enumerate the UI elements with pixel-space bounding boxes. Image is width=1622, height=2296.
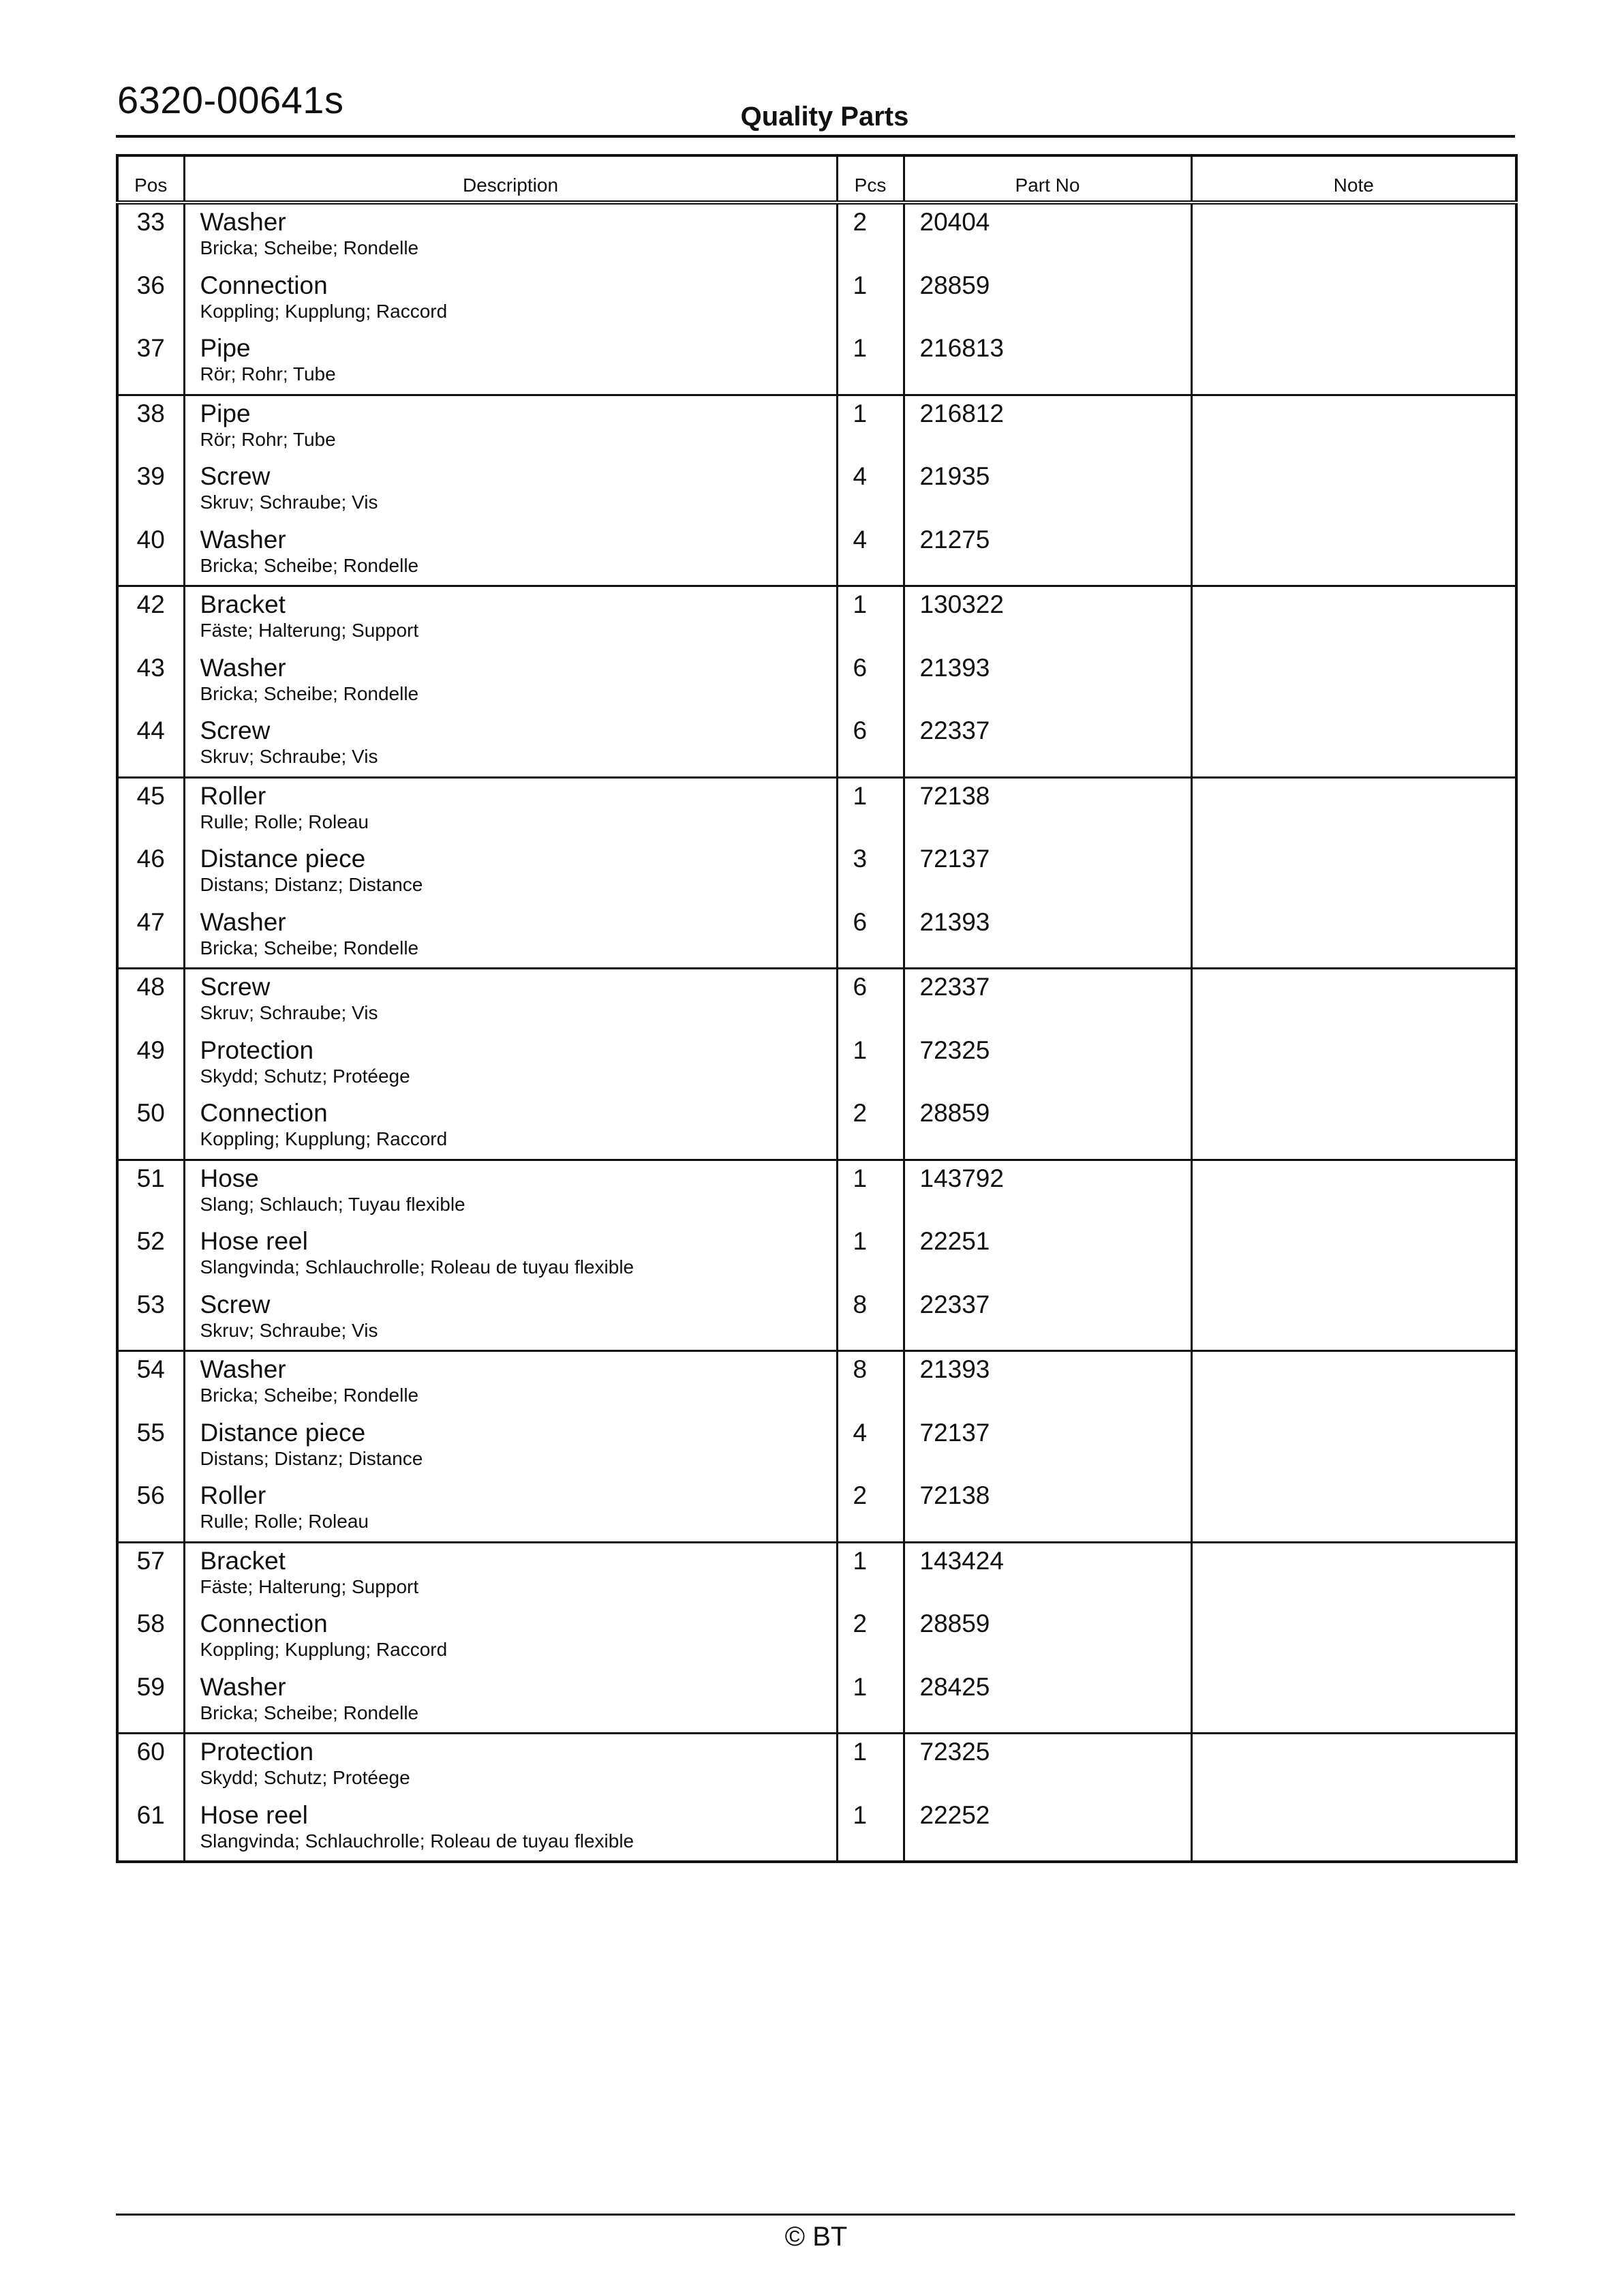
- part-translations: Bricka; Scheibe; Rondelle: [200, 237, 419, 258]
- part-name: Roller: [200, 1481, 266, 1509]
- note-cell: [1191, 1798, 1516, 1862]
- part-name: Protection: [200, 1738, 314, 1766]
- table-header-row: [117, 155, 1516, 202]
- part-translations: Bricka; Scheibe; Rondelle: [200, 554, 419, 576]
- pos-cell: 54: [117, 1351, 184, 1415]
- description-cell: [184, 1415, 837, 1479]
- pos-cell: 61: [117, 1798, 184, 1862]
- part-no-cell: 216813: [904, 331, 1191, 395]
- description-cell: [184, 522, 837, 586]
- part-translations: Skydd; Schutz; Protéege: [200, 1065, 410, 1087]
- part-name: Connection: [200, 271, 328, 299]
- note-cell: [1191, 268, 1516, 331]
- table-row: [117, 1287, 1516, 1351]
- note-cell: [1191, 1478, 1516, 1542]
- pcs-cell: 1: [837, 586, 904, 650]
- part-no-cell: 20404: [904, 202, 1191, 268]
- part-name: Screw: [200, 716, 271, 744]
- part-name: Protection: [200, 1036, 314, 1064]
- part-translations: Skruv; Schraube; Vis: [200, 1002, 378, 1023]
- pcs-cell: 1: [837, 1542, 904, 1606]
- pcs-cell: 2: [837, 202, 904, 268]
- note-cell: [1191, 202, 1516, 268]
- description-cell: [184, 331, 837, 395]
- table-row: [117, 586, 1516, 650]
- description-cell: [184, 459, 837, 522]
- part-name: Washer: [200, 525, 286, 554]
- table-row: [117, 713, 1516, 777]
- part-name: Washer: [200, 653, 286, 682]
- part-translations: Skydd; Schutz; Protéege: [200, 1767, 410, 1788]
- table-row: [117, 1415, 1516, 1479]
- pcs-cell: 1: [837, 268, 904, 331]
- table-row: [117, 777, 1516, 841]
- note-cell: [1191, 522, 1516, 586]
- pos-cell: 57: [117, 1542, 184, 1606]
- table-row: [117, 1033, 1516, 1096]
- pcs-cell: 8: [837, 1287, 904, 1351]
- table-row: [117, 1542, 1516, 1606]
- document-number: 6320-00641s: [117, 78, 344, 121]
- pos-cell: 45: [117, 777, 184, 841]
- pcs-cell: 6: [837, 905, 904, 969]
- table-row: [117, 202, 1516, 268]
- description-cell: [184, 841, 837, 905]
- note-cell: [1191, 395, 1516, 459]
- part-name: Washer: [200, 1672, 286, 1701]
- note-cell: [1191, 905, 1516, 969]
- pcs-cell: 1: [837, 1734, 904, 1798]
- part-no-cell: 72325: [904, 1734, 1191, 1798]
- part-no-cell: 72325: [904, 1033, 1191, 1096]
- description-cell: [184, 586, 837, 650]
- table-row: [117, 1478, 1516, 1542]
- pos-cell: 53: [117, 1287, 184, 1351]
- part-name: Screw: [200, 462, 271, 490]
- note-cell: [1191, 1287, 1516, 1351]
- part-name: Pipe: [200, 399, 251, 427]
- part-no-cell: 216812: [904, 395, 1191, 459]
- part-translations: Koppling; Kupplung; Raccord: [200, 1639, 448, 1660]
- part-no-cell: 72138: [904, 1478, 1191, 1542]
- part-name: Bracket: [200, 1546, 286, 1575]
- pos-cell: 39: [117, 459, 184, 522]
- pos-cell: 46: [117, 841, 184, 905]
- pcs-cell: 2: [837, 1606, 904, 1670]
- description-cell: [184, 1351, 837, 1415]
- description-cell: [184, 1606, 837, 1670]
- part-translations: Bricka; Scheibe; Rondelle: [200, 682, 419, 704]
- copyright-text: © BT: [784, 2222, 848, 2252]
- column-header-pcs: Pcs: [837, 155, 904, 202]
- part-no-cell: 22252: [904, 1798, 1191, 1862]
- part-translations: Distans; Distanz; Distance: [200, 1447, 423, 1469]
- part-no-cell: 28425: [904, 1670, 1191, 1734]
- page-title: Quality Parts: [740, 102, 909, 132]
- note-cell: [1191, 650, 1516, 714]
- table-row: [117, 1606, 1516, 1670]
- part-no-cell: 21393: [904, 905, 1191, 969]
- part-name: Distance piece: [200, 845, 366, 873]
- part-translations: Slangvinda; Schlauchrolle; Roleau de tuyau flexible: [200, 1830, 634, 1852]
- table-row: [117, 1734, 1516, 1798]
- part-translations: Bricka; Scheibe; Rondelle: [200, 1385, 419, 1406]
- description-cell: [184, 650, 837, 714]
- pcs-cell: 4: [837, 522, 904, 586]
- pcs-cell: 8: [837, 1351, 904, 1415]
- part-no-cell: 72137: [904, 841, 1191, 905]
- table-row: [117, 650, 1516, 714]
- column-header-note: Note: [1191, 155, 1516, 202]
- pcs-cell: 1: [837, 1670, 904, 1734]
- table-row: [117, 268, 1516, 331]
- part-translations: Rör; Rohr; Tube: [200, 363, 336, 384]
- pos-cell: 49: [117, 1033, 184, 1096]
- description-cell: [184, 1734, 837, 1798]
- column-header-pos: Pos: [117, 155, 184, 202]
- part-name: Screw: [200, 1290, 271, 1318]
- part-translations: Distans; Distanz; Distance: [200, 874, 423, 895]
- pcs-cell: 6: [837, 713, 904, 777]
- table-row: [117, 331, 1516, 395]
- part-translations: Slang; Schlauch; Tuyau flexible: [200, 1193, 465, 1215]
- part-translations: Koppling; Kupplung; Raccord: [200, 1128, 448, 1149]
- pos-cell: 38: [117, 395, 184, 459]
- note-cell: [1191, 459, 1516, 522]
- pcs-cell: 1: [837, 331, 904, 395]
- parts-table-body: [117, 202, 1516, 1862]
- pos-cell: 52: [117, 1224, 184, 1287]
- part-no-cell: 72138: [904, 777, 1191, 841]
- part-no-cell: 72137: [904, 1415, 1191, 1479]
- table-row: [117, 522, 1516, 586]
- pos-cell: 42: [117, 586, 184, 650]
- table-row: [117, 841, 1516, 905]
- part-no-cell: 21393: [904, 1351, 1191, 1415]
- part-name: Connection: [200, 1610, 328, 1637]
- part-no-cell: 28859: [904, 1606, 1191, 1670]
- table-row: [117, 1798, 1516, 1862]
- note-cell: [1191, 969, 1516, 1033]
- part-no-cell: 22337: [904, 713, 1191, 777]
- pos-cell: 60: [117, 1734, 184, 1798]
- pcs-cell: 1: [837, 1160, 904, 1224]
- pos-cell: 50: [117, 1096, 184, 1160]
- note-cell: [1191, 1033, 1516, 1096]
- note-cell: [1191, 1160, 1516, 1224]
- note-cell: [1191, 777, 1516, 841]
- pos-cell: 33: [117, 202, 184, 268]
- part-translations: Skruv; Schraube; Vis: [200, 492, 378, 513]
- pcs-cell: 1: [837, 1798, 904, 1862]
- pcs-cell: 4: [837, 459, 904, 522]
- description-cell: [184, 268, 837, 331]
- pcs-cell: 1: [837, 777, 904, 841]
- part-no-cell: 28859: [904, 268, 1191, 331]
- part-name: Screw: [200, 973, 271, 1001]
- column-header-description: Description: [184, 155, 837, 202]
- pos-cell: 36: [117, 268, 184, 331]
- table-row: [117, 1224, 1516, 1287]
- pcs-cell: 1: [837, 395, 904, 459]
- description-cell: [184, 1033, 837, 1096]
- pos-cell: 56: [117, 1478, 184, 1542]
- pos-cell: 59: [117, 1670, 184, 1734]
- pcs-cell: 6: [837, 969, 904, 1033]
- note-cell: [1191, 713, 1516, 777]
- note-cell: [1191, 1224, 1516, 1287]
- note-cell: [1191, 1670, 1516, 1734]
- note-cell: [1191, 1542, 1516, 1606]
- part-no-cell: 143792: [904, 1160, 1191, 1224]
- part-no-cell: 22337: [904, 1287, 1191, 1351]
- description-cell: [184, 202, 837, 268]
- part-name: Washer: [200, 1355, 286, 1383]
- part-name: Pipe: [200, 334, 251, 362]
- description-cell: [184, 777, 837, 841]
- pcs-cell: 6: [837, 650, 904, 714]
- part-translations: Bricka; Scheibe; Rondelle: [200, 1702, 419, 1723]
- table-row: [117, 1160, 1516, 1224]
- part-no-cell: 143424: [904, 1542, 1191, 1606]
- description-cell: [184, 1798, 837, 1862]
- part-no-cell: 22337: [904, 969, 1191, 1033]
- pcs-cell: 1: [837, 1033, 904, 1096]
- table-row: [117, 459, 1516, 522]
- note-cell: [1191, 1734, 1516, 1798]
- part-translations: Bricka; Scheibe; Rondelle: [200, 937, 419, 958]
- part-no-cell: 21935: [904, 459, 1191, 522]
- description-cell: [184, 1670, 837, 1734]
- pos-cell: 40: [117, 522, 184, 586]
- pos-cell: 51: [117, 1160, 184, 1224]
- description-cell: [184, 1160, 837, 1224]
- part-translations: Slangvinda; Schlauchrolle; Roleau de tuyau flexible: [200, 1256, 634, 1278]
- table-row: [117, 1096, 1516, 1160]
- description-cell: [184, 969, 837, 1033]
- pos-cell: 47: [117, 905, 184, 969]
- column-header-part-no: Part No: [904, 155, 1191, 202]
- note-cell: [1191, 841, 1516, 905]
- part-no-cell: 22251: [904, 1224, 1191, 1287]
- part-no-cell: 28859: [904, 1096, 1191, 1160]
- description-cell: [184, 1096, 837, 1160]
- pcs-cell: 4: [837, 1415, 904, 1479]
- description-cell: [184, 905, 837, 969]
- note-cell: [1191, 1351, 1516, 1415]
- part-translations: Fäste; Halterung; Support: [200, 1575, 419, 1597]
- pcs-cell: 2: [837, 1096, 904, 1160]
- part-name: Hose reel: [200, 1800, 308, 1829]
- part-no-cell: 21275: [904, 522, 1191, 586]
- description-cell: [184, 1542, 837, 1606]
- pcs-cell: 2: [837, 1478, 904, 1542]
- part-name: Washer: [200, 208, 286, 236]
- pos-cell: 55: [117, 1415, 184, 1479]
- part-name: Washer: [200, 907, 286, 936]
- note-cell: [1191, 1415, 1516, 1479]
- part-translations: Rör; Rohr; Tube: [200, 428, 336, 450]
- header-divider: [116, 135, 1515, 138]
- part-name: Distance piece: [200, 1418, 366, 1447]
- table-row: [117, 395, 1516, 459]
- part-translations: Fäste; Halterung; Support: [200, 620, 419, 641]
- part-name: Bracket: [200, 590, 286, 618]
- parts-table: [116, 154, 1518, 1863]
- part-no-cell: 130322: [904, 586, 1191, 650]
- description-cell: [184, 1287, 837, 1351]
- footer-divider: [116, 2214, 1515, 2216]
- part-name: Roller: [200, 781, 266, 810]
- table-row: [117, 1670, 1516, 1734]
- pcs-cell: 1: [837, 1224, 904, 1287]
- table-row: [117, 969, 1516, 1033]
- pcs-cell: 3: [837, 841, 904, 905]
- description-cell: [184, 1224, 837, 1287]
- part-no-cell: 21393: [904, 650, 1191, 714]
- description-cell: [184, 713, 837, 777]
- part-name: Connection: [200, 1099, 328, 1127]
- part-translations: Skruv; Schraube; Vis: [200, 1319, 378, 1341]
- part-translations: Skruv; Schraube; Vis: [200, 746, 378, 767]
- part-translations: Rulle; Rolle; Roleau: [200, 811, 369, 832]
- table-row: [117, 905, 1516, 969]
- pos-cell: 48: [117, 969, 184, 1033]
- note-cell: [1191, 1096, 1516, 1160]
- table-row: [117, 1351, 1516, 1415]
- description-cell: [184, 1478, 837, 1542]
- part-name: Hose: [200, 1164, 259, 1192]
- note-cell: [1191, 586, 1516, 650]
- part-name: Hose reel: [200, 1227, 308, 1255]
- part-translations: Koppling; Kupplung; Raccord: [200, 300, 448, 322]
- note-cell: [1191, 1606, 1516, 1670]
- pos-cell: 43: [117, 650, 184, 714]
- pos-cell: 44: [117, 713, 184, 777]
- part-translations: Rulle; Rolle; Roleau: [200, 1511, 369, 1532]
- pos-cell: 37: [117, 331, 184, 395]
- description-cell: [184, 395, 837, 459]
- note-cell: [1191, 331, 1516, 395]
- pos-cell: 58: [117, 1606, 184, 1670]
